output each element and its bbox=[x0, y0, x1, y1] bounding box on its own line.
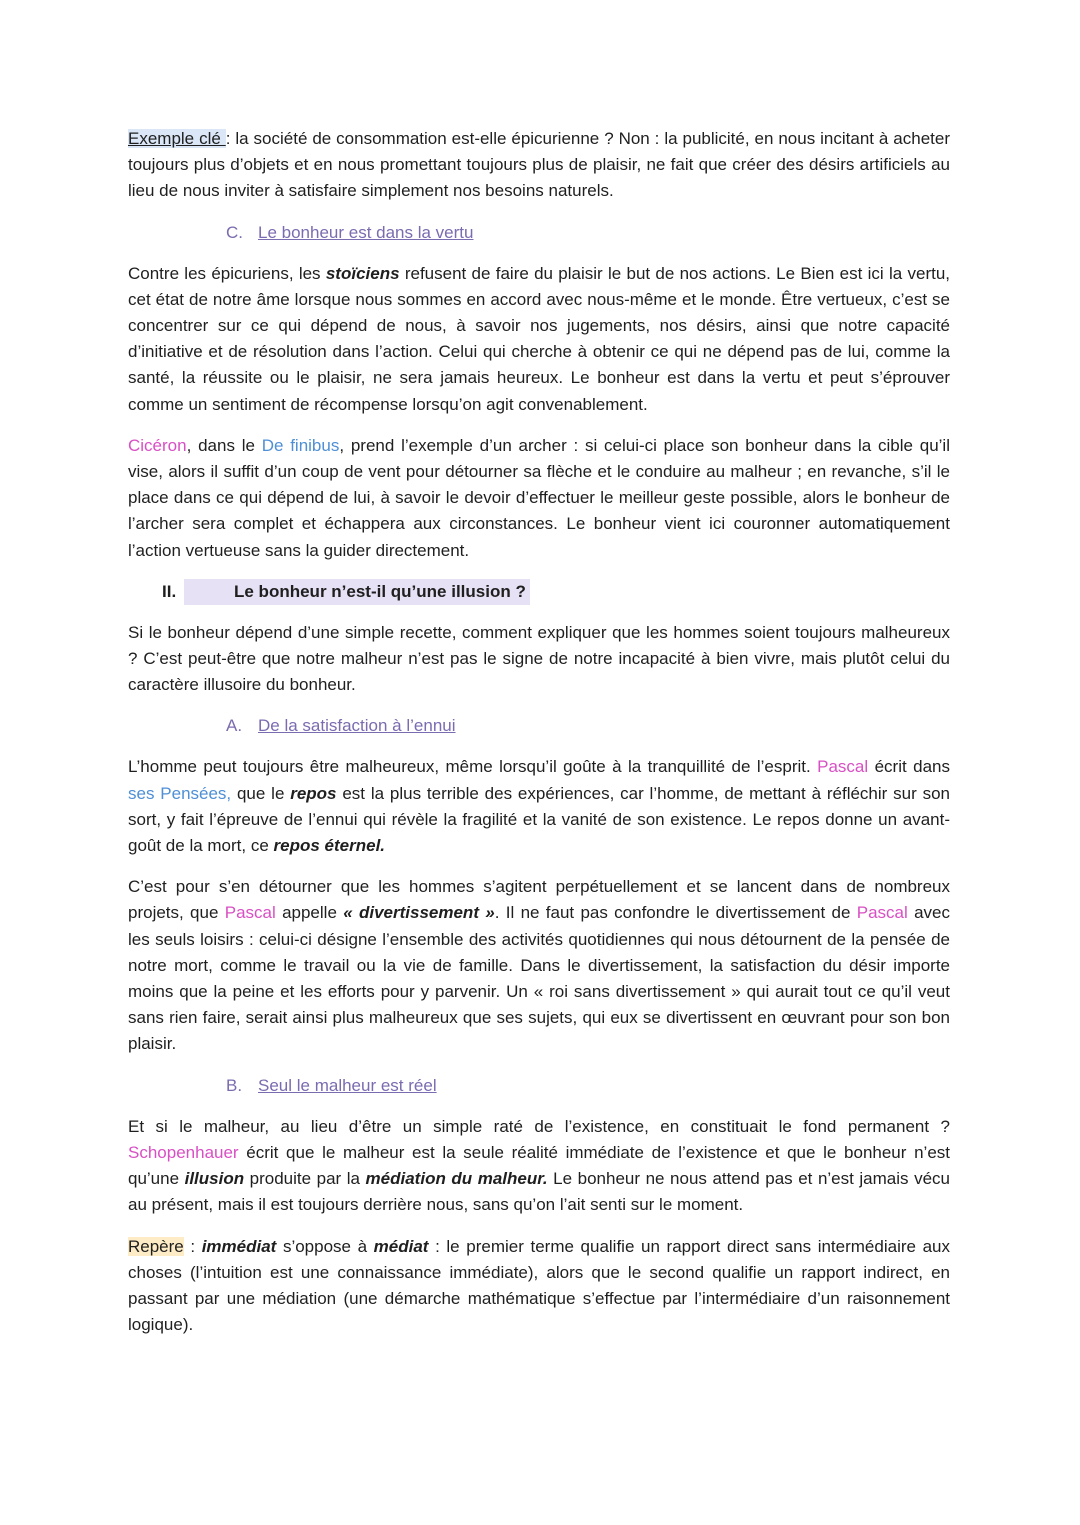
section-heading-box bbox=[154, 579, 530, 605]
text-span: écrit que le malheur est la seule réalité immédiate de l’existence et que le bonheur n’est qu’une bbox=[128, 1142, 950, 1189]
text-span: , dans le bbox=[186, 435, 262, 455]
paragraph-schopenhauer bbox=[128, 1114, 950, 1219]
paragraph-pascal-repos bbox=[128, 754, 950, 859]
subheading-title: De la satisfaction à l’ennui bbox=[258, 716, 456, 736]
section-title: Le bonheur n’est-il qu’une illusion ? bbox=[234, 581, 526, 601]
author-name: Pascal bbox=[224, 903, 276, 923]
work-title: ses Pensées, bbox=[128, 783, 232, 803]
text-span: Contre les épicuriens, les bbox=[128, 263, 326, 283]
paragraph-divertissement bbox=[128, 874, 950, 1057]
example-label: Exemple clé bbox=[128, 129, 226, 148]
work-title: De finibus bbox=[261, 435, 340, 455]
subheading-title: Le bonheur est dans la vertu bbox=[258, 222, 474, 242]
text-span: Et si le malheur, au lieu d’être un simple raté de l’existence, en constituait le fond permanent ? bbox=[128, 1116, 950, 1136]
text-span: : le premier terme qualifie un rapport direct sans intermédiaire aux choses (l’intuition est une connaissance immédiate), alors que le second qualifie un rapport indirect, en passant par une médiation (une démarche mathématique s’effectue par l’intermédiaire d’un raisonnement logique). bbox=[128, 1236, 950, 1335]
subheading-letter: C. bbox=[226, 222, 243, 242]
emphasis-repos-eternel: repos éternel. bbox=[273, 836, 386, 856]
text-span: avec les seuls loisirs : celui-ci désigne l’ensemble des activités quotidiennes qui nous détournent de la pensée de notre mort, comme le travail ou la vie de famille. Dans le divertissement, la satisfaction du désir importe moins que la peine et les efforts pour y parvenir. Un « roi sans divertissement » qui aurait tout ce qu’il veut sans rien faire, serait ainsi plus malheureux que ses sujets, qui eux se divertissent en œuvrant pour son bon plaisir. bbox=[128, 903, 950, 1054]
emphasis-mediation: médiation du malheur. bbox=[365, 1169, 548, 1189]
text-span: C’est pour s’en détourner que les hommes s’agitent perpétuellement et se lancent dans de nombreux projets, que bbox=[128, 877, 950, 923]
paragraph-cicero bbox=[128, 433, 950, 564]
section-heading-2 bbox=[128, 579, 950, 605]
author-name: Pascal bbox=[856, 903, 908, 923]
paragraph-intro-illusion: Si le bonheur dépend d’une simple recette, comment expliquer que les hommes soient toujours malheureux ? C’est peut-être que notre malheur n’est pas le signe de notre incapacité à bien vivre, mais plutôt celui du caractère illusoire du bonheur. bbox=[128, 622, 950, 695]
text-span: refusent de faire du plaisir le but de nos actions. Le Bien est ici la vertu, cet état de notre âme lorsque nous sommes en accord avec nous-même et le monde. Être vertueux, c’est se concentrer sur ce qui dépend de nous, à savoir nos jugements, nos désirs, ainsi que notre capacité d’initiative et de résolution dans l’action. Celui qui cherche à obtenir ce qui ne dépend pas de lui, comme la santé, la réussite ou le plaisir, ne sera jamais heureux. Le bonheur est dans la vertu et peut s’éprouver comme un sentiment de récompense lorsqu’on agit convenablement. bbox=[128, 263, 951, 414]
author-name: Pascal bbox=[817, 757, 869, 777]
subheading-title: Seul le malheur est réel bbox=[258, 1075, 437, 1095]
emphasis-illusion: illusion bbox=[184, 1169, 245, 1189]
section-number: II. bbox=[162, 581, 177, 601]
document-page bbox=[128, 126, 950, 1338]
text-span: , prend l’exemple d’un archer : si celui-ci place son bonheur dans la cible qu’il vise, alors il suffit d’un coup de vent pour détourner sa flèche et le conduire au malheur ; en revanche, s’il le place dans ce qui dépend de lui, à savoir le devoir d’effectuer le meilleur geste possible, alors le bonheur de l’archer sera complet et échappera aux circonstances. Le bonheur vient ici couronner automatiquement l’action vertueuse sans la guider directement. bbox=[128, 435, 950, 560]
emphasis-repos: repos bbox=[290, 783, 337, 803]
subheading-letter: A. bbox=[226, 716, 243, 736]
text-span: . Il ne faut pas confondre le divertissement de bbox=[494, 903, 857, 923]
emphasis-stoiciens: stoïciens bbox=[325, 263, 400, 283]
paragraph-example bbox=[128, 126, 950, 205]
text-span: est la plus terrible des expériences, car l’homme, de mettant à réfléchir sur son sort, y fait l’épreuve de l’ennui qui révèle la fragilité et la vanité de son existence. Le repos donne un avant-goût de la mort, ce bbox=[128, 783, 950, 856]
subheading-a bbox=[226, 713, 950, 739]
paragraph-stoics bbox=[128, 261, 950, 418]
text-span: écrit dans bbox=[868, 757, 950, 777]
author-name: Schopenhauer bbox=[128, 1142, 239, 1162]
text-span: : bbox=[183, 1236, 202, 1256]
author-name: Cicéron bbox=[128, 435, 187, 455]
example-text: : la société de consommation est-elle épicurienne ? Non : la publicité, en nous incitant à acheter toujours plus d’objets et en nous promettant toujours plus de plaisir, ne fait que créer des désirs artificiels au lieu de nous inviter à satisfaire simplement nos besoins naturels. bbox=[128, 129, 951, 201]
emphasis-divertissement: « divertissement » bbox=[343, 903, 495, 923]
paragraph-repere bbox=[128, 1234, 950, 1339]
subheading-c bbox=[226, 220, 950, 246]
emphasis-mediat: médiat bbox=[373, 1236, 429, 1256]
text-span: s’oppose à bbox=[276, 1236, 374, 1256]
text-span: Le bonheur ne nous attend pas et n’est jamais vécu au présent, mais il est toujours derrière nous, sans qu’on l’ait senti sur le moment. bbox=[128, 1169, 950, 1215]
subheading-letter: B. bbox=[226, 1075, 243, 1095]
text-span: appelle bbox=[275, 903, 344, 923]
text-span: L’homme peut toujours être malheureux, même lorsqu’il goûte à la tranquillité de l’esprit. bbox=[128, 757, 818, 777]
text-span: que le bbox=[231, 783, 291, 803]
emphasis-immediat: immédiat bbox=[201, 1236, 277, 1256]
repere-label: Repère bbox=[128, 1236, 184, 1256]
subheading-b bbox=[226, 1073, 950, 1099]
text-span: produite par la bbox=[244, 1169, 366, 1189]
